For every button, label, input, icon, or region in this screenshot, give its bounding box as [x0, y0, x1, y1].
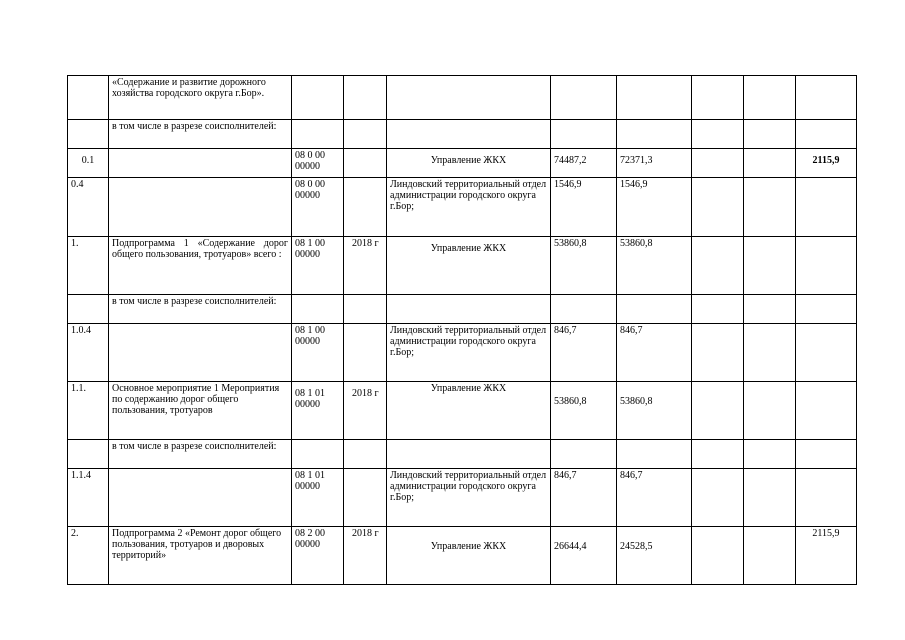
row-number	[68, 76, 109, 120]
budget-code: 08 1 01 00000	[292, 382, 344, 440]
budget-code: 08 0 00 00000	[292, 149, 344, 178]
value-2: 1546,9	[617, 178, 692, 237]
budget-code	[292, 295, 344, 324]
value-3	[692, 120, 744, 149]
executor	[387, 295, 551, 324]
value-5	[796, 295, 857, 324]
executor: Управление ЖКХ	[387, 382, 551, 440]
value-5: 2115,9	[796, 149, 857, 178]
budget-code	[292, 440, 344, 469]
value-total	[551, 440, 617, 469]
value-5	[796, 120, 857, 149]
value-4	[744, 178, 796, 237]
value-5: 2115,9	[796, 527, 857, 585]
row-name: Основное мероприятие 1 Мероприятия по содержанию дорог общего пользования, тротуаров	[109, 382, 292, 440]
row-number: 0.4	[68, 178, 109, 237]
row-number: 0.1	[68, 149, 109, 178]
year	[344, 76, 387, 120]
row-name	[109, 149, 292, 178]
value-total: 1546,9	[551, 178, 617, 237]
value-5	[796, 469, 857, 527]
year	[344, 120, 387, 149]
year: 2018 г	[344, 527, 387, 585]
value-3	[692, 382, 744, 440]
value-4	[744, 120, 796, 149]
value-total: 26644,4	[551, 527, 617, 585]
executor	[387, 120, 551, 149]
value-5	[796, 237, 857, 295]
row-number: 2.	[68, 527, 109, 585]
row-number: 1.1.	[68, 382, 109, 440]
value-total: 53860,8	[551, 382, 617, 440]
executor: Управление ЖКХ	[387, 237, 551, 295]
value-2	[617, 76, 692, 120]
row-number	[68, 120, 109, 149]
value-4	[744, 527, 796, 585]
row-name: Подпрограмма 1 «Содержание дорог общего пользования, тротуаров» всего :	[109, 237, 292, 295]
year	[344, 469, 387, 527]
budget-code: 08 0 00 00000	[292, 178, 344, 237]
row-name: в том числе в разрезе соисполнителей:	[109, 120, 292, 149]
value-total: 74487,2	[551, 149, 617, 178]
table-row	[68, 149, 857, 178]
budget-code: 08 1 00 00000	[292, 237, 344, 295]
row-name: в том числе в разрезе соисполнителей:	[109, 440, 292, 469]
budget-code	[292, 76, 344, 120]
row-name	[109, 178, 292, 237]
value-2: 24528,5	[617, 527, 692, 585]
row-name: в том числе в разрезе соисполнителей:	[109, 295, 292, 324]
budget-table	[67, 75, 857, 585]
value-3	[692, 440, 744, 469]
value-total: 53860,8	[551, 237, 617, 295]
value-4	[744, 469, 796, 527]
row-number	[68, 295, 109, 324]
executor: Линдовский территориальный отдел администрации городского округа г.Бор;	[387, 324, 551, 382]
value-4	[744, 149, 796, 178]
table-row	[68, 76, 857, 120]
value-2	[617, 120, 692, 149]
value-5	[796, 76, 857, 120]
table-row	[68, 295, 857, 324]
row-number	[68, 440, 109, 469]
value-2: 846,7	[617, 469, 692, 527]
table-row	[68, 237, 857, 295]
row-number: 1.1.4	[68, 469, 109, 527]
row-name: «Содержание и развитие дорожного хозяйства городского округа г.Бор».	[109, 76, 292, 120]
value-5	[796, 382, 857, 440]
year: 2018 г	[344, 382, 387, 440]
value-4	[744, 382, 796, 440]
year: 2018 г	[344, 237, 387, 295]
budget-code: 08 1 00 00000	[292, 324, 344, 382]
value-4	[744, 237, 796, 295]
value-2: 53860,8	[617, 382, 692, 440]
value-3	[692, 76, 744, 120]
value-total	[551, 76, 617, 120]
table-row	[68, 469, 857, 527]
year	[344, 178, 387, 237]
value-5	[796, 440, 857, 469]
value-4	[744, 440, 796, 469]
budget-code: 08 2 00 00000	[292, 527, 344, 585]
year	[344, 149, 387, 178]
value-3	[692, 178, 744, 237]
executor: Управление ЖКХ	[387, 149, 551, 178]
year	[344, 295, 387, 324]
value-3	[692, 237, 744, 295]
executor: Линдовский территориальный отдел администрации городского округа г.Бор;	[387, 178, 551, 237]
value-5	[796, 324, 857, 382]
row-number: 1.0.4	[68, 324, 109, 382]
value-3	[692, 324, 744, 382]
value-total: 846,7	[551, 469, 617, 527]
row-name	[109, 324, 292, 382]
value-3	[692, 295, 744, 324]
value-2: 72371,3	[617, 149, 692, 178]
table-row	[68, 120, 857, 149]
year	[344, 324, 387, 382]
budget-code	[292, 120, 344, 149]
table-row	[68, 440, 857, 469]
value-2: 846,7	[617, 324, 692, 382]
executor: Линдовский территориальный отдел администрации городского округа г.Бор;	[387, 469, 551, 527]
value-2	[617, 295, 692, 324]
executor	[387, 440, 551, 469]
budget-code: 08 1 01 00000	[292, 469, 344, 527]
value-2	[617, 440, 692, 469]
value-2: 53860,8	[617, 237, 692, 295]
value-5	[796, 178, 857, 237]
row-number: 1.	[68, 237, 109, 295]
value-4	[744, 295, 796, 324]
value-4	[744, 324, 796, 382]
year	[344, 440, 387, 469]
executor: Управление ЖКХ	[387, 527, 551, 585]
value-3	[692, 469, 744, 527]
value-total	[551, 120, 617, 149]
table-row	[68, 324, 857, 382]
table-row	[68, 382, 857, 440]
table-row	[68, 178, 857, 237]
value-total	[551, 295, 617, 324]
value-4	[744, 76, 796, 120]
value-3	[692, 527, 744, 585]
row-name: Подпрограмма 2 «Ремонт дорог общего пользования, тротуаров и дворовых территорий»	[109, 527, 292, 585]
value-3	[692, 149, 744, 178]
value-total: 846,7	[551, 324, 617, 382]
executor	[387, 76, 551, 120]
row-name	[109, 469, 292, 527]
table-row	[68, 527, 857, 585]
